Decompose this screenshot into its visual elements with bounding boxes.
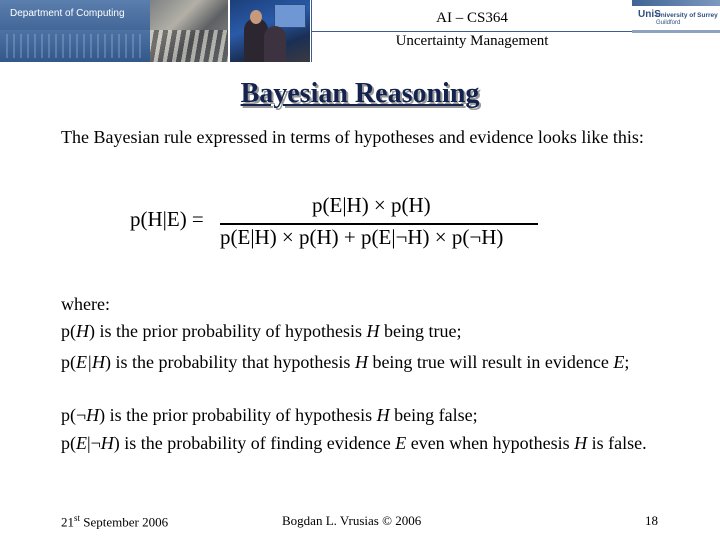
definition-evidence-false: p(E|¬H) is the probability of finding evidence E even when hypothesis H is false. bbox=[61, 433, 647, 453]
course-code: AI – CS364 bbox=[436, 10, 508, 26]
footer-date: 21st September 2006 bbox=[61, 513, 169, 530]
department-label: Department of Computing bbox=[10, 8, 125, 19]
course-topic: Uncertainty Management bbox=[395, 33, 549, 49]
formula-lhs: p(H|E) = bbox=[130, 207, 204, 231]
university-logo bbox=[632, 0, 720, 62]
students-computer-photo bbox=[230, 0, 310, 62]
course-title-box bbox=[311, 0, 633, 62]
slide-title: Bayesian Reasoning bbox=[240, 78, 480, 109]
intro-text: The Bayesian rule expressed in terms of hypotheses and evidence looks like this: bbox=[61, 127, 644, 147]
bayes-formula bbox=[130, 187, 560, 267]
definition-likelihood: p(E|H) is the probability that hypothesis H being true will result in evidence E; bbox=[61, 352, 630, 372]
lecture-hall-photo bbox=[150, 0, 228, 62]
definition-prior-false: p(¬H) is the prior probability of hypothesis H being false; bbox=[61, 405, 478, 425]
formula-denominator: p(E|H) × p(H) + p(E|¬H) × p(¬H) bbox=[220, 225, 504, 249]
logo-location: Guildford bbox=[656, 20, 681, 26]
formula-numerator: p(E|H) × p(H) bbox=[312, 193, 431, 217]
slide-header bbox=[0, 0, 720, 62]
logo-brand: UniS bbox=[638, 9, 661, 20]
logo-university-name: University of Surrey bbox=[656, 12, 718, 19]
definition-prior-true: p(H) is the prior probability of hypothesis H being true; bbox=[61, 321, 462, 341]
department-banner bbox=[0, 0, 150, 62]
footer-author: Bogdan L. Vrusias © 2006 bbox=[282, 513, 422, 528]
page-number: 18 bbox=[645, 513, 658, 528]
where-label: where: bbox=[61, 294, 110, 314]
